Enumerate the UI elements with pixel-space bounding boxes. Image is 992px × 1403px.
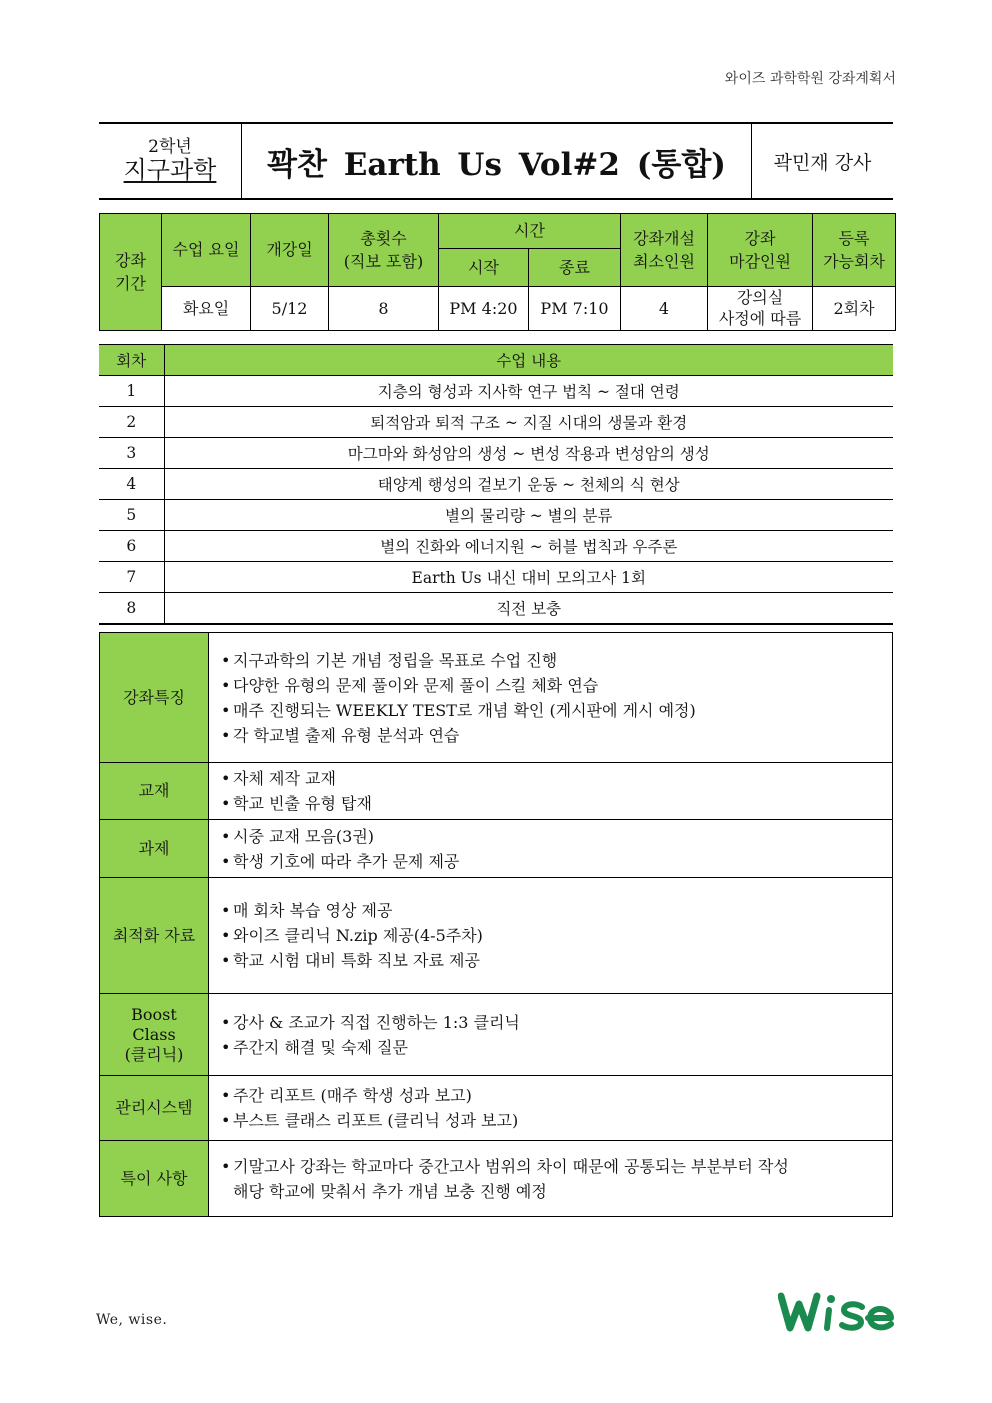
boost-class-label: Boost Class (클리닉) [100,994,209,1076]
total-sessions-value: 8 [329,287,439,331]
notes-continuation: 해당 학교에 맞춰서 추가 개념 보충 진행 예정 [233,1181,547,1201]
course-title: 꽉찬 Earth Us Vol#2 (통합) [242,124,752,198]
enroll-session-value: 2회차 [813,287,896,331]
session-number: 1 [99,376,164,407]
total-sessions-label: 총횟수 (직보 포함) [329,214,439,287]
table-row [99,469,893,500]
start-time-value: PM 4:20 [439,287,529,331]
list-item: • 학교 시험 대비 특화 직보 자료 제공 [221,948,892,973]
end-time-value: PM 7:10 [529,287,621,331]
min-students-value: 4 [621,287,708,331]
min-students-label: 강좌개설 최소인원 [621,214,708,287]
table-row [99,531,893,562]
session-content: 별의 진화와 에너지원 ~ 허블 법칙과 우주론 [164,531,893,562]
boost-class-row [100,994,893,1076]
max-students-label: 강좌 마감인원 [708,214,813,287]
course-info-table [99,213,896,331]
list-item: • 다양한 유형의 문제 풀이와 문제 풀이 스킬 체화 연습 [221,673,892,698]
table-row [99,562,893,593]
course-features-table [99,632,893,1217]
session-content: 직전 보충 [164,593,893,625]
textbook-row [100,763,893,820]
list-item: • 기말고사 강좌는 학교마다 중간고사 범위의 차이 때문에 공통되는 부분부터 작성 [221,1154,892,1179]
max-students-value: 강의실 사정에 따름 [708,287,813,331]
footer-slogan: We, wise. [96,1312,168,1328]
list-item: • 주간지 해결 및 숙제 질문 [221,1035,892,1060]
notes-row [100,1141,893,1217]
period-label: 강좌 기간 [100,214,162,331]
session-number: 8 [99,593,164,625]
list-item: • 부스트 클래스 리포트 (클리닉 성과 보고) [221,1108,892,1133]
management-row [100,1076,893,1141]
session-number: 4 [99,469,164,500]
characteristics-label: 강좌특징 [100,633,209,763]
grade-label: 2학년 [148,137,192,158]
homework-label: 과제 [100,820,209,878]
document-header: 와이즈 과학학원 강좌계획서 [724,71,896,87]
list-item: • 강사 & 조교가 직접 진행하는 1:3 클리닉 [221,1010,892,1035]
session-content: 퇴적암과 퇴적 구조 ~ 지질 시대의 생물과 환경 [164,407,893,438]
end-time-label: 종료 [529,249,621,287]
materials-row [100,878,893,994]
day-label: 수업 요일 [162,214,251,287]
homework-row [100,820,893,878]
session-number: 7 [99,562,164,593]
management-label: 관리시스템 [100,1076,209,1141]
session-content: 태양계 행성의 겉보기 운동 ~ 천체의 식 현상 [164,469,893,500]
list-item: • 학교 빈출 유형 탑재 [221,791,892,816]
list-item: • 각 학교별 출제 유형 분석과 연습 [221,723,892,748]
session-number: 2 [99,407,164,438]
session-number: 6 [99,531,164,562]
title-block [99,122,893,200]
list-item: • 자체 제작 교재 [221,766,892,791]
table-row [99,593,893,625]
list-item: • 시중 교재 모음(3권) [221,824,892,849]
session-column-header: 회차 [99,345,164,376]
list-item: • 주간 리포트 (매주 학생 성과 보고) [221,1083,892,1108]
list-item: • 매 회차 복습 영상 제공 [221,898,892,923]
day-value: 화요일 [162,287,251,331]
list-item: • 매주 진행되는 WEEKLY TEST로 개념 확인 (게시판에 게시 예정) [221,698,892,723]
table-row [99,500,893,531]
time-label: 시간 [439,214,621,249]
subject-cell [99,124,242,198]
start-time-label: 시작 [439,249,529,287]
table-row [99,407,893,438]
list-item: • 와이즈 클리닉 N.zip 제공(4-5주차) [221,923,892,948]
table-row [99,376,893,407]
wise-logo [778,1291,896,1333]
session-number: 5 [99,500,164,531]
schedule-table [99,344,893,625]
content-column-header: 수업 내용 [164,345,893,376]
materials-label: 최적화 자료 [100,878,209,994]
session-content: 별의 물리량 ~ 별의 분류 [164,500,893,531]
list-item: • 학생 기호에 따라 추가 문제 제공 [221,849,892,874]
teacher-name: 곽민재 강사 [773,151,872,174]
enroll-session-label: 등록 가능회차 [813,214,896,287]
list-item: • 지구과학의 기본 개념 정립을 목표로 수업 진행 [221,648,892,673]
start-date-label: 개강일 [251,214,329,287]
notes-label: 특이 사항 [100,1141,209,1217]
session-content: Earth Us 내신 대비 모의고사 1회 [164,562,893,593]
session-number: 3 [99,438,164,469]
table-row [99,438,893,469]
session-content: 마그마와 화성암의 생성 ~ 변성 작용과 변성암의 생성 [164,438,893,469]
textbook-label: 교재 [100,763,209,820]
subject-label: 지구과학 [123,156,217,185]
session-content: 지층의 형성과 지사학 연구 법칙 ~ 절대 연령 [164,376,893,407]
start-date-value: 5/12 [251,287,329,331]
characteristics-row [100,633,893,763]
